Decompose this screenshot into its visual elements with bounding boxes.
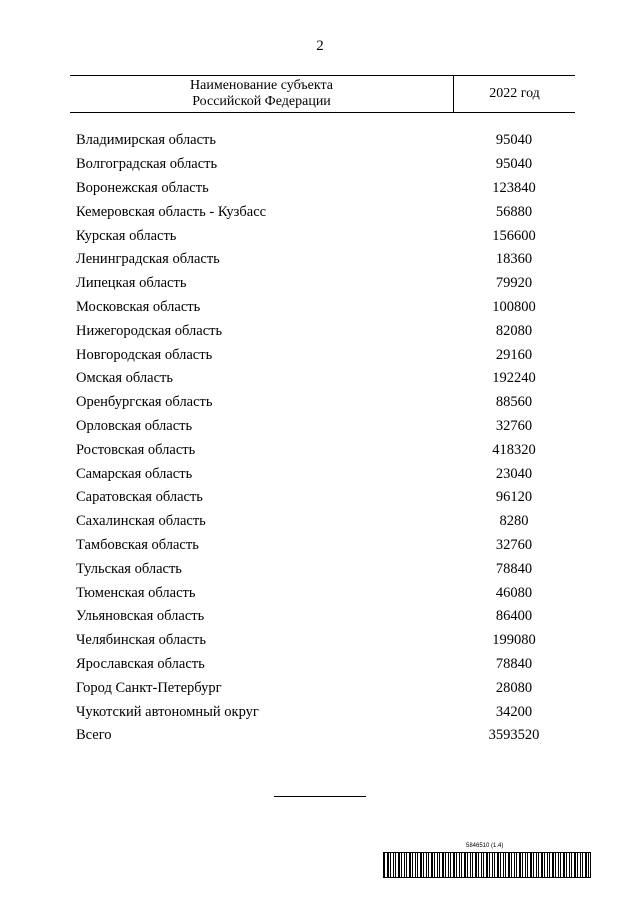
subject-name-cell: Московская область bbox=[76, 298, 201, 315]
table-row bbox=[70, 367, 575, 391]
subject-name-cell: Ярославская область bbox=[76, 655, 205, 672]
subject-name-cell: Всего bbox=[76, 727, 112, 744]
subject-name-cell: Тульская область bbox=[76, 560, 182, 577]
subject-name-cell: Волгоградская область bbox=[76, 156, 218, 173]
value-cell: 192240 bbox=[492, 370, 536, 387]
subject-name-cell: Владимирская область bbox=[76, 132, 216, 149]
table-row bbox=[70, 200, 575, 224]
value-cell: 56880 bbox=[495, 203, 533, 220]
value-cell: 3593520 bbox=[488, 727, 540, 744]
value-cell: 79920 bbox=[495, 275, 533, 292]
subject-name-cell: Саратовская область bbox=[76, 489, 203, 506]
subject-name-cell: Тюменская область bbox=[76, 584, 196, 601]
table-row bbox=[70, 700, 575, 724]
subject-name-cell: Оренбургская область bbox=[76, 394, 213, 411]
value-cell: 100800 bbox=[492, 298, 536, 315]
value-cell: 18360 bbox=[495, 251, 533, 268]
table-row bbox=[70, 224, 575, 248]
table-row bbox=[70, 629, 575, 653]
page-number: 2 bbox=[316, 38, 324, 54]
value-cell: 78840 bbox=[495, 560, 533, 577]
subject-name-cell: Нижегородская область bbox=[76, 322, 223, 339]
subject-name-cell: Челябинская область bbox=[76, 632, 206, 649]
value-cell: 46080 bbox=[495, 584, 533, 601]
table-row bbox=[70, 724, 575, 748]
subject-name-cell: Сахалинская область bbox=[76, 513, 206, 530]
value-cell: 78840 bbox=[495, 655, 533, 672]
header-subject-name bbox=[70, 76, 454, 112]
subject-name-cell: Курская область bbox=[76, 227, 177, 244]
subjects-table bbox=[70, 75, 575, 744]
table-body bbox=[70, 129, 575, 748]
table-row bbox=[70, 391, 575, 415]
table-header bbox=[70, 75, 575, 113]
table-row bbox=[70, 296, 575, 320]
subject-name-cell: Ростовская область bbox=[76, 441, 196, 458]
value-cell: 28080 bbox=[495, 679, 533, 696]
value-cell: 34200 bbox=[495, 703, 533, 720]
table-row bbox=[70, 343, 575, 367]
document-code: 5846510 (1.4) bbox=[466, 843, 504, 849]
subject-name-cell: Кемеровская область - Кузбасс bbox=[76, 203, 267, 220]
subject-name-cell: Тамбовская область bbox=[76, 536, 199, 553]
table-row bbox=[70, 415, 575, 439]
value-cell: 95040 bbox=[495, 156, 533, 173]
subject-name-cell: Липецкая область bbox=[76, 275, 187, 292]
value-cell: 32760 bbox=[495, 536, 533, 553]
subject-name-cell: Воронежская область bbox=[76, 179, 209, 196]
subject-name-cell: Город Санкт-Петербург bbox=[76, 679, 222, 696]
value-cell: 123840 bbox=[492, 179, 536, 196]
value-cell: 96120 bbox=[495, 489, 533, 506]
table-row bbox=[70, 153, 575, 177]
subject-name-cell: Самарская область bbox=[76, 465, 193, 482]
table-row bbox=[70, 510, 575, 534]
table-row bbox=[70, 486, 575, 510]
subject-name-cell: Орловская область bbox=[76, 417, 193, 434]
value-cell: 32760 bbox=[495, 417, 533, 434]
header-name-line2: Российской Федерации bbox=[192, 94, 331, 109]
subject-name-cell: Омская область bbox=[76, 370, 173, 387]
header-name-line1: Наименование субъекта bbox=[190, 78, 333, 93]
value-cell: 88560 bbox=[495, 394, 533, 411]
table-row bbox=[70, 319, 575, 343]
table-row bbox=[70, 676, 575, 700]
header-year: 2022 год bbox=[489, 86, 540, 101]
barcode-icon bbox=[383, 852, 591, 878]
subject-name-cell: Новгородская область bbox=[76, 346, 213, 363]
table-row bbox=[70, 248, 575, 272]
table-row bbox=[70, 534, 575, 558]
value-cell: 199080 bbox=[492, 632, 536, 649]
subject-name-cell: Ульяновская область bbox=[76, 608, 205, 625]
subject-name-cell: Ленинградская область bbox=[76, 251, 220, 268]
end-rule bbox=[274, 796, 366, 797]
table-row bbox=[70, 653, 575, 677]
value-cell: 29160 bbox=[495, 346, 533, 363]
table-row bbox=[70, 272, 575, 296]
table-row bbox=[70, 177, 575, 201]
table-row bbox=[70, 581, 575, 605]
value-cell: 418320 bbox=[492, 441, 536, 458]
table-row bbox=[70, 129, 575, 153]
value-cell: 156600 bbox=[492, 227, 536, 244]
subject-name-cell: Чукотский автономный округ bbox=[76, 703, 259, 720]
table-row bbox=[70, 462, 575, 486]
value-cell: 23040 bbox=[495, 465, 533, 482]
table-row bbox=[70, 605, 575, 629]
value-cell: 8280 bbox=[499, 513, 529, 530]
table-row bbox=[70, 557, 575, 581]
value-cell: 86400 bbox=[495, 608, 533, 625]
value-cell: 82080 bbox=[495, 322, 533, 339]
table-row bbox=[70, 438, 575, 462]
value-cell: 95040 bbox=[495, 132, 533, 149]
